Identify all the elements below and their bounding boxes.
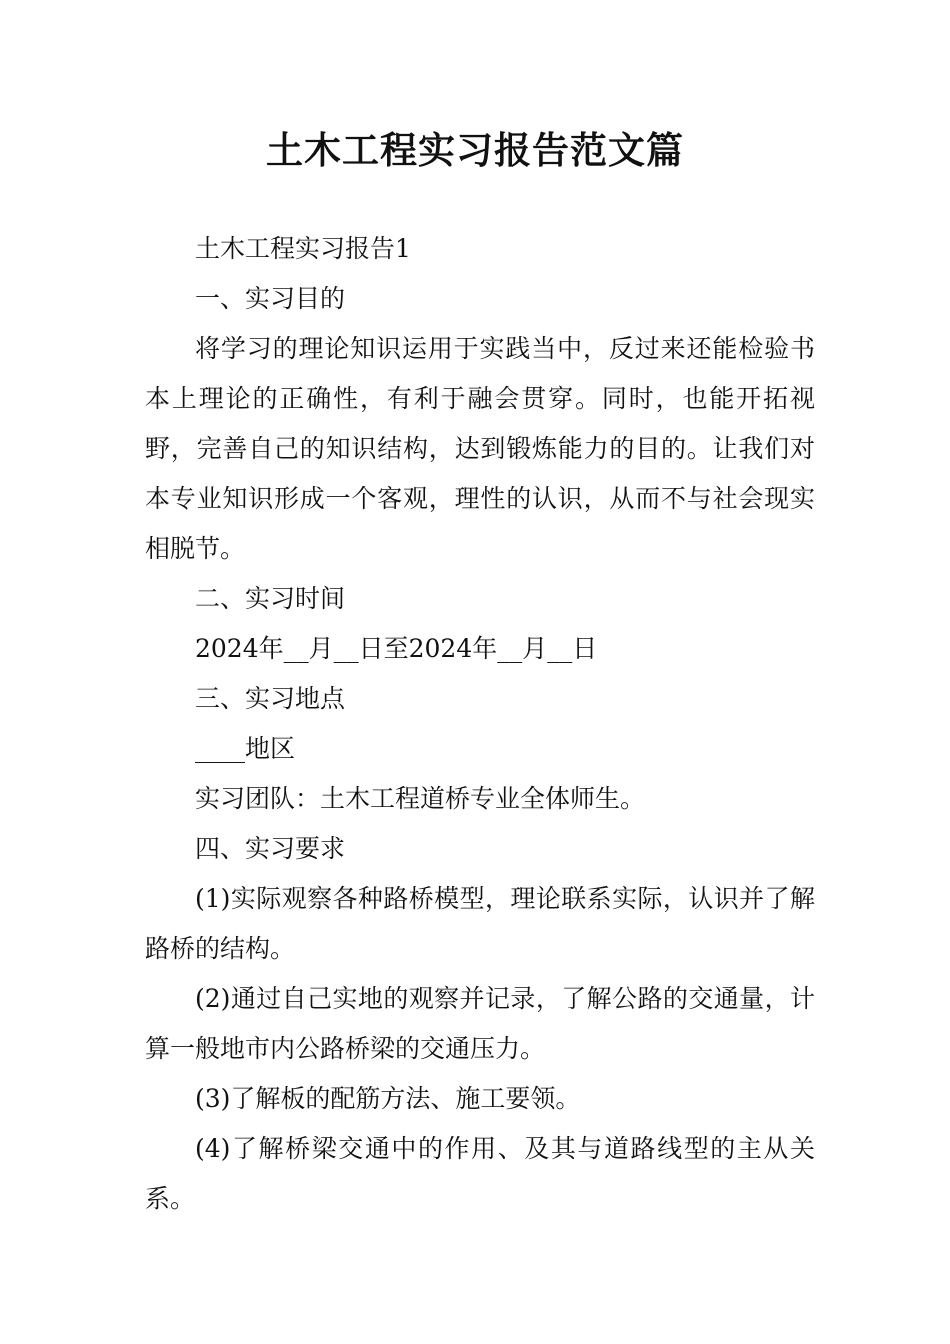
section-heading-purpose: 一、实习目的: [195, 284, 346, 313]
paragraph-location: ____地区: [195, 734, 296, 763]
requirement-item-4: (4)了解桥梁交通中的作用、及其与道路线型的主从关系。: [145, 1134, 815, 1213]
document-title: 土木工程实习报告范文篇: [266, 128, 684, 172]
section-heading-time: 二、实习时间: [195, 584, 346, 613]
requirement-item-1: (1)实际观察各种路桥模型，理论联系实际，认识并了解路桥的结构。: [145, 884, 815, 963]
paragraph-purpose: 将学习的理论知识运用于实践当中，反过来还能检验书本上理论的正确性，有利于融会贯穿。同时，也能开拓视野，完善自己的知识结构，达到锻炼能力的目的。让我们对本专业知识形成一个客观，理性的认识，从而不与社会现实相脱节。: [145, 334, 815, 563]
section-heading-requirements: 四、实习要求: [195, 834, 346, 863]
section-heading-location: 三、实习地点: [195, 684, 346, 713]
paragraph-time: 2024年__月__日至2024年__月__日: [195, 634, 598, 663]
report-heading: 土木工程实习报告1: [195, 234, 411, 263]
document-body: [145, 224, 815, 1224]
requirement-item-2: (2)通过自己实地的观察并记录，了解公路的交通量，计算一般地市内公路桥梁的交通压力。: [145, 984, 815, 1063]
requirement-item-3: (3)了解板的配筋方法、施工要领。: [195, 1084, 581, 1113]
paragraph-team: 实习团队：土木工程道桥专业全体师生。: [195, 784, 646, 813]
